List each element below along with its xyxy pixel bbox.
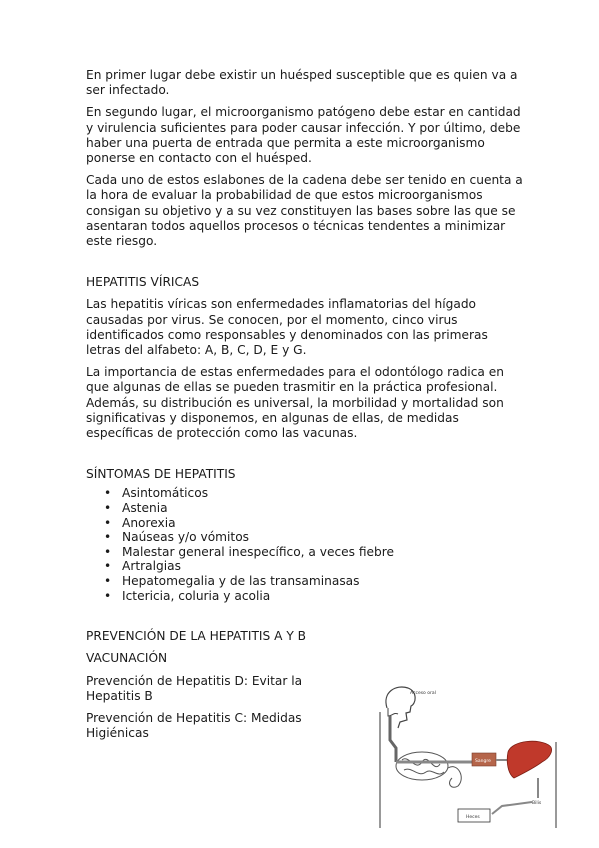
intro-paragraph-1: En primer lugar debe existir un huésped susceptible que es quien va a ser infectado.: [86, 68, 518, 98]
prevention-paragraph-1: Prevención de Hepatitis D: Evitar la Hepatitis B: [86, 673, 303, 703]
intro-paragraph-2: En segundo lugar, el microorganismo patógeno debe estar en cantidad y virulencia suficientes para poder causar infección. Y por último, debe haber una puerta de entrada que permita a este microorganismo ponerse en contacto con el huésped.: [86, 105, 521, 166]
arrow-to-heces: [492, 802, 532, 814]
liver-shape: [507, 741, 551, 778]
list-item: • Malestar general inespecífico, a veces fiebre: [122, 545, 526, 560]
list-item: • Naúseas y/o vómitos: [122, 530, 526, 545]
list-item: • Ictericia, coluria y acolia: [122, 589, 526, 604]
hepatitis-paragraph-2: La importancia de estas enfermedades para el odontólogo radica en que algunas de ellas se pueden trasmitir en la práctica profesional. Además, su distribución es universal, la morbilidad y mortalidad son significativas y disponemos, en algunas de ellas, de medidas específicas de protección como las vacunas.: [86, 365, 504, 441]
section-subtitle-vacunacion: VACUNACIÓN: [86, 651, 168, 666]
hepatitis-paragraph-1: Las hepatitis víricas son enfermedades inflamatorias del hígado causadas por virus. Se conocen, por el momento, cinco virus identificados como responsables y denominados con las primeras letras del alfabeto: A, B, C, D, E y G.: [86, 297, 488, 358]
list-item: • Anorexia: [122, 516, 526, 531]
intestines-shape: [396, 752, 461, 787]
neck-outline: [388, 708, 398, 716]
symptoms-list: [86, 486, 526, 603]
esophagus-path: [390, 716, 396, 762]
label-bilis: Bilis: [532, 801, 542, 806]
intro-paragraph-3: Cada uno de estos eslabones de la cadena debe ser tenido en cuenta a la hora de evaluar la probabilidad de que estos microorganismos consigan su objetivo y a su vez constituyen las bases sobre las que se asentaran todos aquellos procesos o técnicas tendentes a minimizar este riesgo.: [86, 173, 523, 249]
prevention-paragraph-2: Prevención de Hepatitis C: Medidas Higiénicas: [86, 711, 302, 741]
document-body: [86, 68, 526, 748]
list-item: • Asintomáticos: [122, 486, 526, 501]
section-title-hepatitis: HEPATITIS VÍRICAS: [86, 275, 200, 290]
label-oral: Acceso oral: [410, 691, 436, 696]
list-item: • Astenia: [122, 501, 526, 516]
section-title-prevencion: PREVENCIÓN DE LA HEPATITIS A Y B: [86, 629, 307, 644]
hepatitis-transmission-figure: [362, 682, 560, 828]
section-title-sintomas: SÍNTOMAS DE HEPATITIS: [86, 467, 236, 482]
label-heces: Heces: [466, 815, 480, 820]
list-item: • Hepatomegalia y de las transaminasas: [122, 574, 526, 589]
list-item: • Artralgias: [122, 559, 526, 574]
label-sangre: Sangre: [475, 759, 491, 764]
